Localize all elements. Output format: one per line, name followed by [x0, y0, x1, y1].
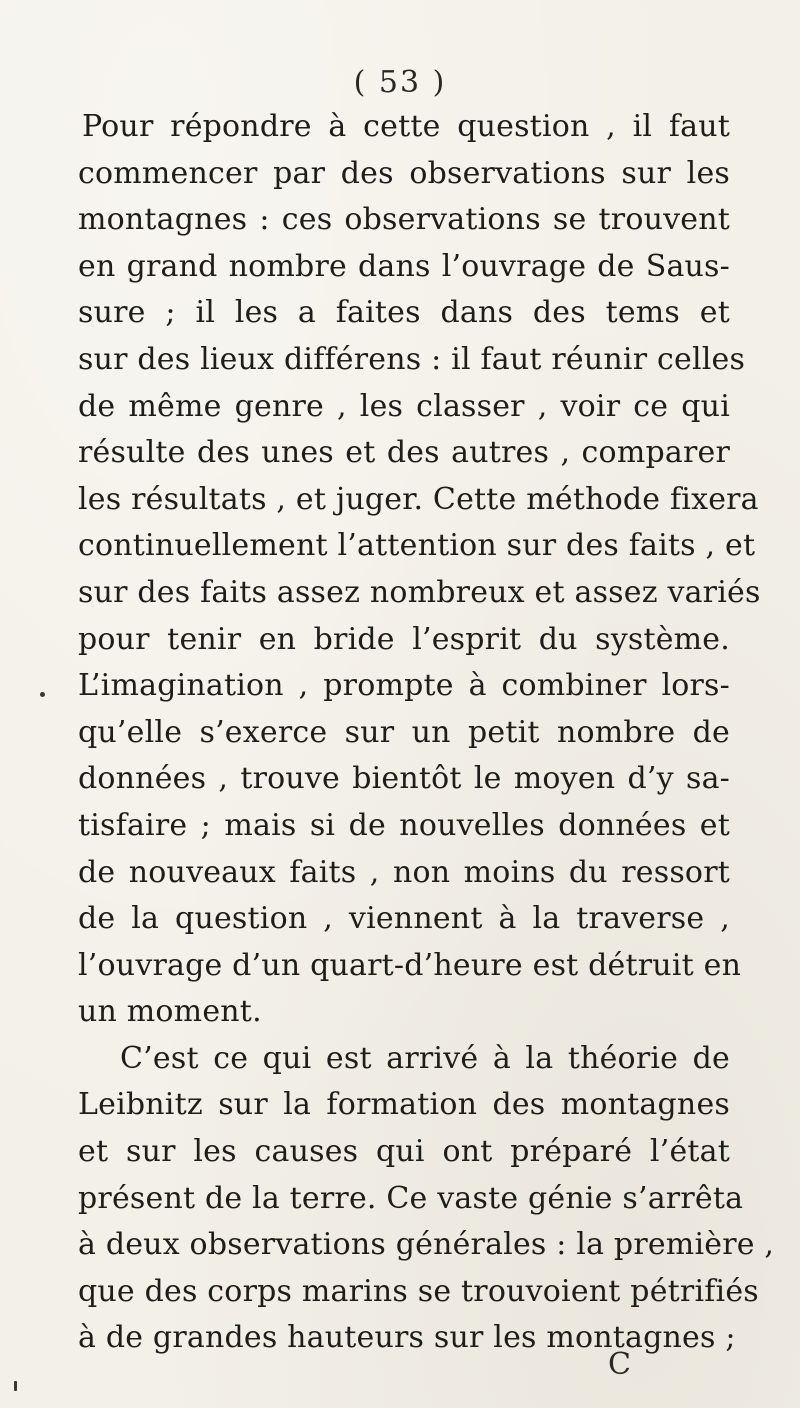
text-line: L’imagination , prompte à combiner lors- — [78, 668, 730, 704]
text-line: qu’elle s’exerce sur un petit nombre de — [78, 714, 730, 750]
signature-mark: C — [608, 1347, 631, 1382]
text-line: C’est ce qui est arrivé à la théorie de — [120, 1040, 730, 1076]
text-line: à de grandes hauteurs sur les montagnes ; — [78, 1320, 736, 1356]
text-line: à deux observations générales : la première , — [78, 1227, 775, 1263]
text-line: Leibnitz sur la formation des montagnes — [78, 1087, 730, 1123]
text-line: Pour répondre à cette question , il faut — [82, 109, 730, 144]
text-line: en grand nombre dans l’ouvrage de Saus- — [78, 248, 730, 284]
ink-speck — [14, 1381, 17, 1391]
ink-speck — [40, 692, 45, 697]
body-text — [78, 104, 775, 1362]
text-line: commencer par des observations sur les — [78, 155, 730, 191]
text-line: présent de la terre. Ce vaste génie s’arrêta — [78, 1180, 744, 1216]
text-line: données , trouve bientôt le moyen d’y sa- — [78, 761, 730, 797]
text-line: que des corps marins se trouvoient pétrifiés — [78, 1273, 759, 1309]
text-line: et sur les causes qui ont préparé l’état — [78, 1134, 730, 1170]
text-line: un moment. — [78, 994, 262, 1030]
text-line: sur des lieux différens : il faut réunir celles — [78, 341, 746, 377]
text-line: de nouveaux faits , non moins du ressort — [78, 854, 730, 890]
text-line: l’ouvrage d’un quart-d’heure est détruit en — [78, 947, 742, 983]
text-line: sure ; il les a faites dans des tems et — [78, 295, 730, 331]
text-line: de la question , viennent à la traverse , — [78, 901, 730, 937]
text-line: résulte des unes et des autres , comparer — [78, 435, 730, 471]
text-line: de même genre , les classer , voir ce qui — [78, 388, 730, 424]
text-line: montagnes : ces observations se trouvent — [78, 202, 730, 238]
text-line: continuellement l’attention sur des faits , et — [78, 528, 756, 564]
page-number: ( 53 ) — [353, 65, 447, 100]
text-line: pour tenir en bride l’esprit du système. — [78, 621, 730, 657]
text-line: les résultats , et juger. Cette méthode fixera — [78, 481, 759, 517]
text-line: sur des faits assez nombreux et assez variés — [78, 574, 761, 610]
text-line: tisfaire ; mais si de nouvelles données et — [78, 807, 730, 843]
